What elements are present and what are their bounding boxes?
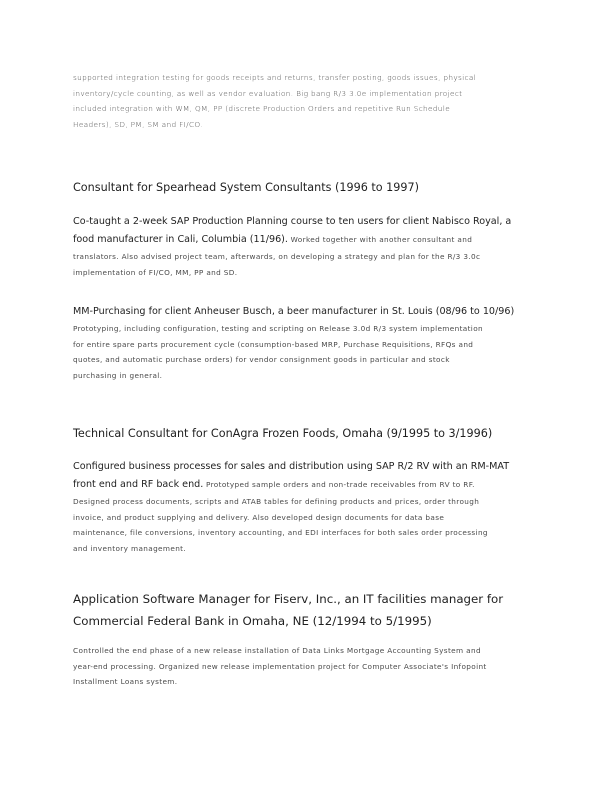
entry-body-line: maintenance, file conversions, inventory accounting, and EDI interfaces for both sales order processing: [73, 528, 488, 537]
entry-heading-line: Configured business processes for sales and distribution using SAP R/2 RV with an RM-MAT: [73, 461, 510, 472]
intro-line: Headers), SD, PM, SM and FI/CO.: [73, 119, 203, 129]
section-heading-line: Commercial Federal Bank in Omaha, NE (12/1994 to 5/1995): [73, 614, 432, 628]
section-heading-fiserv: [73, 588, 543, 632]
entry-body-line: Installment Loans system.: [73, 677, 178, 686]
intro-paragraph: [73, 70, 543, 132]
entry-heading-line: front end and RF back end.: [73, 479, 204, 490]
entry-heading-line: food manufacturer in Cali, Columbia (11/96).: [73, 234, 288, 245]
entry-body-line: and inventory management.: [73, 543, 187, 553]
intro-line: supported integration testing for goods receipts and returns, transfer posting, goods issues, physical: [73, 73, 477, 82]
intro-line: included integration with WM, QM, PP (discrete Production Orders and repetitive Run Schedule: [73, 104, 451, 113]
entry-body-line: quotes, and automatic purchase orders) for vendor consignment goods in particular and stock: [73, 355, 450, 364]
entry-heading-line: MM-Purchasing for client Anheuser Busch, a beer manufacturer in St. Louis (08/96 to 10/96): [73, 306, 515, 317]
entry-anheuser-busch: [73, 303, 543, 383]
entry-body-line: year-end processing. Organized new release implementation project for Computer Associate's Infopoint: [73, 661, 487, 671]
section-heading-spearhead: Consultant for Spearhead System Consultants (1996 to 1997): [73, 181, 419, 194]
entry-fiserv: [73, 643, 543, 690]
entry-body-line: implementation of FI/CO, MM, PP and SD.: [73, 267, 238, 277]
section-heading-line: Application Software Manager for Fiserv, Inc., an IT facilities manager for: [73, 592, 504, 606]
entry-body-line: translators. Also advised project team, afterwards, on developing a strategy and plan for the R/3 3.0c: [73, 252, 481, 261]
entry-conagra: [73, 458, 543, 556]
intro-line: inventory/cycle counting, as well as vendor evaluation. Big bang R/3 3.0e implementation project: [73, 88, 463, 98]
entry-body-line: invoice, and product supplying and delivery. Also developed design documents for data base: [73, 512, 445, 522]
entry-body-inline: Worked together with another consultant and: [290, 235, 473, 244]
section-heading-conagra: Technical Consultant for ConAgra Frozen Foods, Omaha (9/1995 to 3/1996): [73, 427, 493, 440]
entry-body-line: Prototyping, including configuration, testing and scripting on Release 3.0d R/3 system implementation: [73, 324, 483, 333]
entry-heading-line: Co-taught a 2-week SAP Production Planning course to ten users for client Nabisco Royal, a: [73, 216, 512, 227]
entry-body-line: Controlled the end phase of a new release installation of Data Links Mortgage Accounting System and: [73, 646, 481, 655]
entry-body-line: Designed process documents, scripts and ATAB tables for defining products and prices, order through: [73, 497, 480, 506]
entry-body-line: for entire spare parts procurement cycle (consumption-based MRP, Purchase Requisitions, RFQs and: [73, 339, 474, 349]
entry-body-line: purchasing in general.: [73, 370, 163, 380]
entry-body-inline: Prototyped sample orders and non-trade receivables from RV to RF.: [205, 480, 475, 489]
entry-nabisco: [73, 213, 543, 280]
